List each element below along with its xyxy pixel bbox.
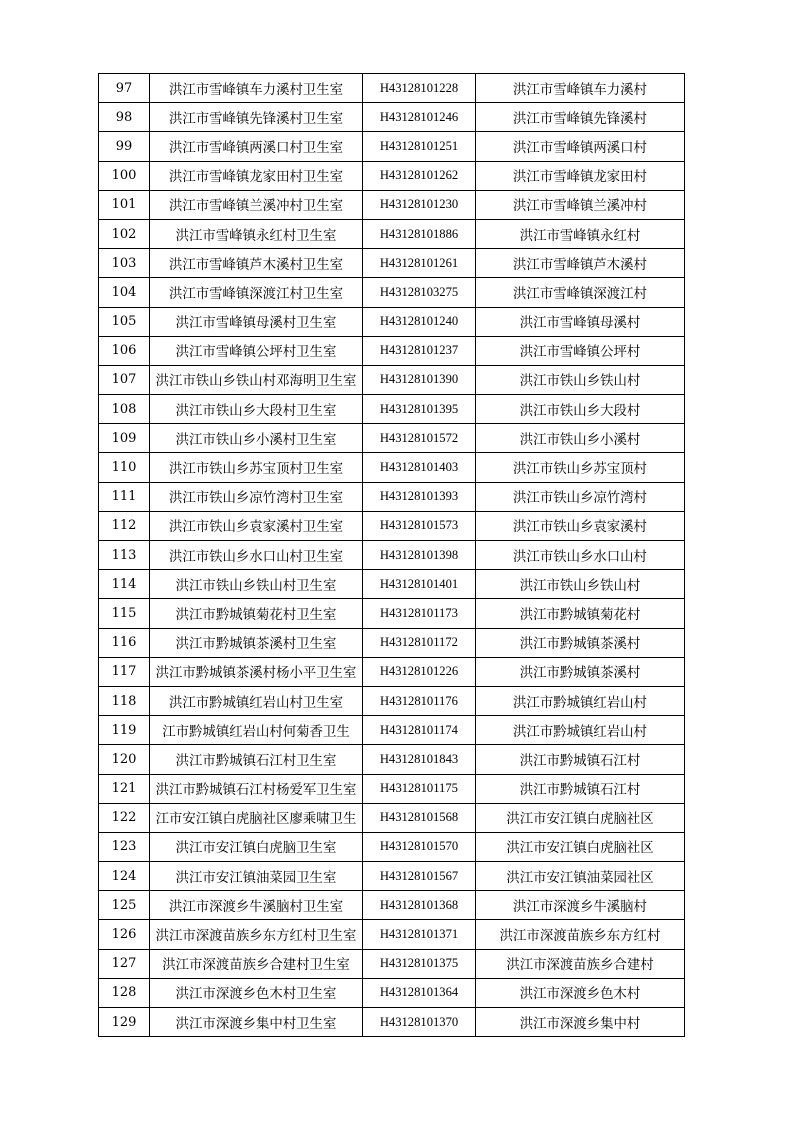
- clinic-name: 江市安江镇白虎脑社区廖乘啸卫生: [150, 803, 363, 832]
- clinic-name: 洪江市铁山乡苏宝顶村卫生室: [150, 453, 363, 482]
- clinic-name: 洪江市铁山乡袁家溪村卫生室: [150, 511, 363, 540]
- row-number: 107: [99, 365, 150, 394]
- table-row: [99, 161, 685, 190]
- clinic-address: 洪江市深渡苗族乡东方红村: [476, 920, 685, 949]
- row-number: 116: [99, 628, 150, 657]
- row-number: 109: [99, 424, 150, 453]
- clinic-code: H43128101246: [363, 103, 476, 132]
- clinic-address: 洪江市雪峰镇芦木溪村: [476, 249, 685, 278]
- clinic-code: H43128101401: [363, 570, 476, 599]
- clinic-address: 洪江市黔城镇石江村: [476, 745, 685, 774]
- clinic-name: 洪江市深渡乡色木村卫生室: [150, 978, 363, 1007]
- clinic-address: 洪江市深渡乡集中村: [476, 1008, 685, 1037]
- clinic-name: 洪江市铁山乡小溪村卫生室: [150, 424, 363, 453]
- table-row: [99, 219, 685, 248]
- clinic-code: H43128101371: [363, 920, 476, 949]
- table-row: [99, 249, 685, 278]
- clinic-code: H43128101390: [363, 365, 476, 394]
- clinic-address: 洪江市安江镇油菜园社区: [476, 862, 685, 891]
- clinic-address: 洪江市雪峰镇龙家田村: [476, 161, 685, 190]
- clinic-name: 洪江市雪峰镇芦木溪村卫生室: [150, 249, 363, 278]
- clinic-address: 洪江市黔城镇红岩山村: [476, 686, 685, 715]
- table-row: [99, 862, 685, 891]
- clinic-name: 洪江市黔城镇茶溪村杨小平卫生室: [150, 657, 363, 686]
- clinic-code: H43128101567: [363, 862, 476, 891]
- table-row: [99, 891, 685, 920]
- clinic-code: H43128101403: [363, 453, 476, 482]
- row-number: 108: [99, 395, 150, 424]
- clinic-name: 洪江市深渡苗族乡东方红村卫生室: [150, 920, 363, 949]
- clinic-name: 洪江市雪峰镇母溪村卫生室: [150, 307, 363, 336]
- table-row: [99, 1008, 685, 1037]
- clinic-code: H43128101398: [363, 541, 476, 570]
- row-number: 106: [99, 336, 150, 365]
- clinic-address: 洪江市雪峰镇深渡江村: [476, 278, 685, 307]
- clinic-name: 江市黔城镇红岩山村何菊香卫生: [150, 716, 363, 745]
- table-row: [99, 657, 685, 686]
- clinic-name: 洪江市黔城镇红岩山村卫生室: [150, 686, 363, 715]
- clinic-code: H43128101843: [363, 745, 476, 774]
- row-number: 110: [99, 453, 150, 482]
- row-number: 121: [99, 774, 150, 803]
- clinic-address: 洪江市雪峰镇公坪村: [476, 336, 685, 365]
- clinic-table: [98, 73, 685, 1037]
- row-number: 99: [99, 132, 150, 161]
- clinic-address: 洪江市铁山乡铁山村: [476, 365, 685, 394]
- row-number: 124: [99, 862, 150, 891]
- row-number: 104: [99, 278, 150, 307]
- clinic-name: 洪江市黔城镇石江村卫生室: [150, 745, 363, 774]
- row-number: 120: [99, 745, 150, 774]
- table-row: [99, 803, 685, 832]
- clinic-code: H43128101251: [363, 132, 476, 161]
- clinic-address: 洪江市黔城镇茶溪村: [476, 628, 685, 657]
- clinic-name: 洪江市雪峰镇龙家田村卫生室: [150, 161, 363, 190]
- table-row: [99, 920, 685, 949]
- clinic-code: H43128101230: [363, 190, 476, 219]
- table-row: [99, 832, 685, 861]
- table-row: [99, 978, 685, 1007]
- clinic-name: 洪江市深渡乡牛溪脑村卫生室: [150, 891, 363, 920]
- row-number: 115: [99, 599, 150, 628]
- row-number: 113: [99, 541, 150, 570]
- clinic-code: H43128101370: [363, 1008, 476, 1037]
- clinic-address: 洪江市铁山乡小溪村: [476, 424, 685, 453]
- clinic-code: H43128101240: [363, 307, 476, 336]
- clinic-name: 洪江市黔城镇菊花村卫生室: [150, 599, 363, 628]
- table-row: [99, 716, 685, 745]
- clinic-code: H43128101368: [363, 891, 476, 920]
- table-row: [99, 424, 685, 453]
- clinic-name: 洪江市铁山乡铁山村邓海明卫生室: [150, 365, 363, 394]
- row-number: 97: [99, 74, 150, 103]
- clinic-name: 洪江市黔城镇茶溪村卫生室: [150, 628, 363, 657]
- clinic-address: 洪江市雪峰镇先锋溪村: [476, 103, 685, 132]
- clinic-code: H43128101172: [363, 628, 476, 657]
- clinic-address: 洪江市铁山乡袁家溪村: [476, 511, 685, 540]
- row-number: 102: [99, 219, 150, 248]
- clinic-code: H43128101375: [363, 949, 476, 978]
- clinic-name: 洪江市安江镇油菜园卫生室: [150, 862, 363, 891]
- clinic-address: 洪江市安江镇白虎脑社区: [476, 803, 685, 832]
- clinic-name: 洪江市铁山乡凉竹湾村卫生室: [150, 482, 363, 511]
- clinic-address: 洪江市黔城镇石江村: [476, 774, 685, 803]
- row-number: 105: [99, 307, 150, 336]
- table-row: [99, 570, 685, 599]
- row-number: 118: [99, 686, 150, 715]
- clinic-code: H43128101262: [363, 161, 476, 190]
- table-row: [99, 511, 685, 540]
- table-row: [99, 365, 685, 394]
- row-number: 123: [99, 832, 150, 861]
- clinic-code: H43128101175: [363, 774, 476, 803]
- table-row: [99, 686, 685, 715]
- clinic-name: 洪江市黔城镇石江村杨爱军卫生室: [150, 774, 363, 803]
- table-row: [99, 336, 685, 365]
- row-number: 125: [99, 891, 150, 920]
- clinic-code: H43128101237: [363, 336, 476, 365]
- clinic-address: 洪江市铁山乡苏宝顶村: [476, 453, 685, 482]
- clinic-address: 洪江市深渡苗族乡合建村: [476, 949, 685, 978]
- clinic-code: H43128101228: [363, 74, 476, 103]
- row-number: 126: [99, 920, 150, 949]
- table-row: [99, 307, 685, 336]
- clinic-code: H43128101393: [363, 482, 476, 511]
- clinic-name: 洪江市雪峰镇车力溪村卫生室: [150, 74, 363, 103]
- clinic-code: H43128101176: [363, 686, 476, 715]
- clinic-name: 洪江市铁山乡大段村卫生室: [150, 395, 363, 424]
- table-row: [99, 628, 685, 657]
- clinic-code: H43128101572: [363, 424, 476, 453]
- clinic-name: 洪江市雪峰镇兰溪冲村卫生室: [150, 190, 363, 219]
- clinic-address: 洪江市深渡乡色木村: [476, 978, 685, 1007]
- clinic-code: H43128101886: [363, 219, 476, 248]
- clinic-address: 洪江市铁山乡铁山村: [476, 570, 685, 599]
- row-number: 122: [99, 803, 150, 832]
- clinic-name: 洪江市雪峰镇永红村卫生室: [150, 219, 363, 248]
- row-number: 103: [99, 249, 150, 278]
- clinic-code: H43128101174: [363, 716, 476, 745]
- clinic-name: 洪江市深渡乡集中村卫生室: [150, 1008, 363, 1037]
- clinic-address: 洪江市安江镇白虎脑社区: [476, 832, 685, 861]
- clinic-address: 洪江市黔城镇红岩山村: [476, 716, 685, 745]
- table-row: [99, 745, 685, 774]
- row-number: 117: [99, 657, 150, 686]
- table-row: [99, 774, 685, 803]
- row-number: 127: [99, 949, 150, 978]
- clinic-code: H43128101364: [363, 978, 476, 1007]
- clinic-name: 洪江市雪峰镇公坪村卫生室: [150, 336, 363, 365]
- row-number: 101: [99, 190, 150, 219]
- clinic-code: H43128101261: [363, 249, 476, 278]
- row-number: 111: [99, 482, 150, 511]
- table-row: [99, 541, 685, 570]
- table-row: [99, 132, 685, 161]
- row-number: 114: [99, 570, 150, 599]
- table-row: [99, 190, 685, 219]
- clinic-code: H43128103275: [363, 278, 476, 307]
- row-number: 98: [99, 103, 150, 132]
- clinic-address: 洪江市铁山乡大段村: [476, 395, 685, 424]
- clinic-address: 洪江市雪峰镇母溪村: [476, 307, 685, 336]
- table-row: [99, 482, 685, 511]
- clinic-code: H43128101173: [363, 599, 476, 628]
- table-row: [99, 278, 685, 307]
- clinic-name: 洪江市雪峰镇两溪口村卫生室: [150, 132, 363, 161]
- row-number: 129: [99, 1008, 150, 1037]
- clinic-name: 洪江市铁山乡铁山村卫生室: [150, 570, 363, 599]
- table-row: [99, 453, 685, 482]
- clinic-address: 洪江市黔城镇菊花村: [476, 599, 685, 628]
- clinic-code: H43128101570: [363, 832, 476, 861]
- clinic-name: 洪江市铁山乡水口山村卫生室: [150, 541, 363, 570]
- clinic-code: H43128101573: [363, 511, 476, 540]
- clinic-name: 洪江市雪峰镇先锋溪村卫生室: [150, 103, 363, 132]
- table-row: [99, 395, 685, 424]
- row-number: 100: [99, 161, 150, 190]
- table-row: [99, 599, 685, 628]
- row-number: 128: [99, 978, 150, 1007]
- clinic-code: H43128101568: [363, 803, 476, 832]
- clinic-code: H43128101395: [363, 395, 476, 424]
- row-number: 112: [99, 511, 150, 540]
- clinic-address: 洪江市铁山乡水口山村: [476, 541, 685, 570]
- table-row: [99, 949, 685, 978]
- clinic-address: 洪江市雪峰镇两溪口村: [476, 132, 685, 161]
- table-row: [99, 74, 685, 103]
- clinic-address: 洪江市雪峰镇兰溪冲村: [476, 190, 685, 219]
- clinic-address: 洪江市黔城镇茶溪村: [476, 657, 685, 686]
- clinic-table-body: [99, 74, 685, 1037]
- clinic-name: 洪江市雪峰镇深渡江村卫生室: [150, 278, 363, 307]
- row-number: 119: [99, 716, 150, 745]
- clinic-code: H43128101226: [363, 657, 476, 686]
- clinic-address: 洪江市雪峰镇永红村: [476, 219, 685, 248]
- clinic-name: 洪江市深渡苗族乡合建村卫生室: [150, 949, 363, 978]
- clinic-address: 洪江市铁山乡凉竹湾村: [476, 482, 685, 511]
- clinic-address: 洪江市雪峰镇车力溪村: [476, 74, 685, 103]
- clinic-address: 洪江市深渡乡牛溪脑村: [476, 891, 685, 920]
- clinic-name: 洪江市安江镇白虎脑卫生室: [150, 832, 363, 861]
- table-row: [99, 103, 685, 132]
